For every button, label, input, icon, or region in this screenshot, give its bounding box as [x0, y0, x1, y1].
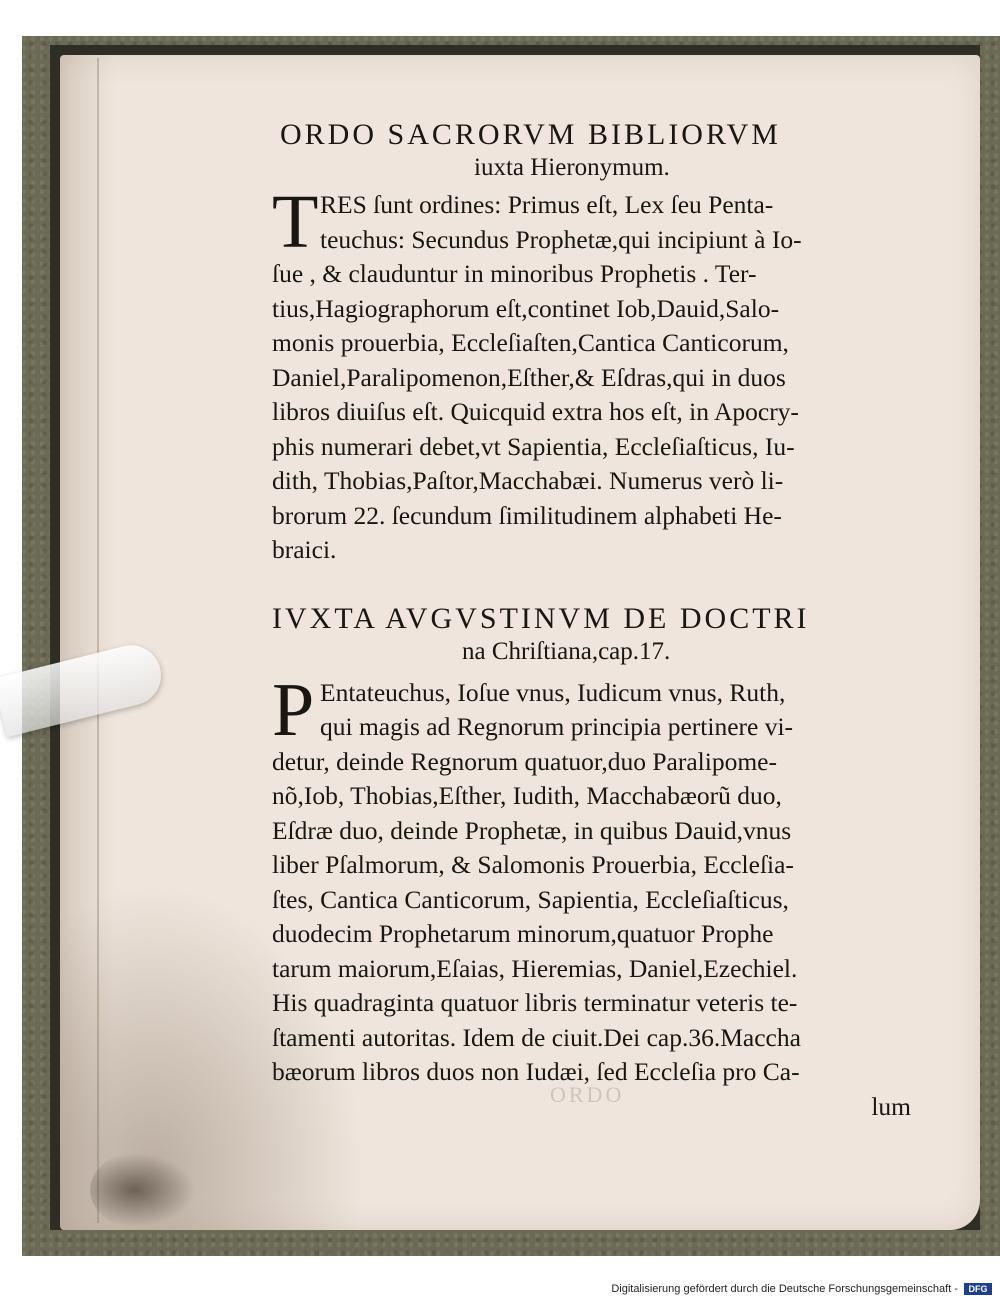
- section1-line: tius,Hagiographorum eſt,continet Iob,Dauid,Salo-: [272, 293, 780, 323]
- dfg-logo: DFG: [964, 1283, 992, 1295]
- section1-line: ſue , & clauduntur in minoribus Prophetis . Ter-: [272, 259, 757, 288]
- section1-line: monis prouerbia, Eccleſiaſten,Cantica Canticorum,: [272, 328, 789, 357]
- section2-line: ſtes, Cantica Canticorum, Sapientia, Eccleſiaſticus,: [272, 884, 789, 914]
- section2-line: His quadraginta quatuor libris terminatur veteris te-: [272, 988, 798, 1017]
- section1-line: brorum 22. ſecundum ſimilitudinem alphabeti He-: [272, 500, 782, 530]
- section2-line: ſtamenti autoritas. Idem de ciuit.Dei cap.36.Maccha: [272, 1022, 801, 1052]
- section1-dropcap: T: [272, 180, 319, 264]
- section1-line: libros diuiſus eſt. Quicquid extra hos eſt, in Apocry-: [272, 397, 799, 426]
- section1-line: Daniel,Paralipomenon,Eſther,& Eſdras,qui in duos: [272, 362, 786, 392]
- section2-line: tarum maiorum,Eſaias, Hieremias, Daniel,Ezechiel.: [272, 953, 798, 983]
- footer-credit: Digitalisierung gefördert durch die Deutsche Forschungsgemeinschaft -: [611, 1283, 958, 1295]
- section2-heading: IVXTA AVGVSTINVM DE DOCTRI: [272, 601, 810, 635]
- section1-line: RES ſunt ordines: Primus eſt, Lex ſeu Penta-: [320, 190, 774, 219]
- section2-paragraph: [272, 667, 917, 1125]
- catchword: lum: [871, 1091, 911, 1121]
- section2-line: duodecim Prophetarum minorum,quatuor Prophe: [272, 919, 774, 948]
- section1-line: phis numerari debet,vt Sapientia, Eccleſiaſticus, Iu-: [272, 431, 795, 461]
- page-gutter: [97, 58, 99, 1223]
- section2-line: liber Pſalmorum, & Salomonis Prouerbia, Eccleſia-: [272, 850, 794, 879]
- section1-line: braici.: [272, 535, 337, 564]
- section2-subheading: na Chriſtiana,cap.17.: [462, 637, 671, 665]
- show-through-text: ORDO: [550, 1082, 625, 1107]
- section1-paragraph: [272, 180, 917, 568]
- section2-line: Eſdræ duo, deinde Prophetæ, in quibus Dauid,vnus: [272, 815, 792, 845]
- page-text: [272, 118, 917, 1124]
- section2-line: nõ,Iob, Thobias,Eſther, Iudith, Macchabæorũ duo,: [272, 781, 782, 810]
- section2-line: qui magis ad Regnorum principia pertinere vi-: [320, 712, 794, 741]
- section2-line: Entateuchus, Ioſue vnus, Iudicum vnus, Ruth,: [320, 677, 786, 707]
- page-stain: [90, 1150, 200, 1230]
- section1-line: dith, Thobias,Paſtor,Macchabæi. Numerus verò li-: [272, 466, 784, 495]
- section1-line: teuchus: Secundus Prophetæ,qui incipiunt à Io-: [320, 224, 802, 254]
- section2-line: bæorum libros duos non Iudæi, ſed Eccleſia pro Ca-: [272, 1057, 800, 1086]
- section1-heading: ORDO SACRORVM BIBLIORVM: [280, 118, 781, 151]
- section2-dropcap: P: [272, 667, 315, 752]
- section1-subheading: iuxta Hieronymum.: [474, 154, 670, 181]
- section2-line: detur, deinde Regnorum quatuor,duo Paralipome-: [272, 746, 777, 776]
